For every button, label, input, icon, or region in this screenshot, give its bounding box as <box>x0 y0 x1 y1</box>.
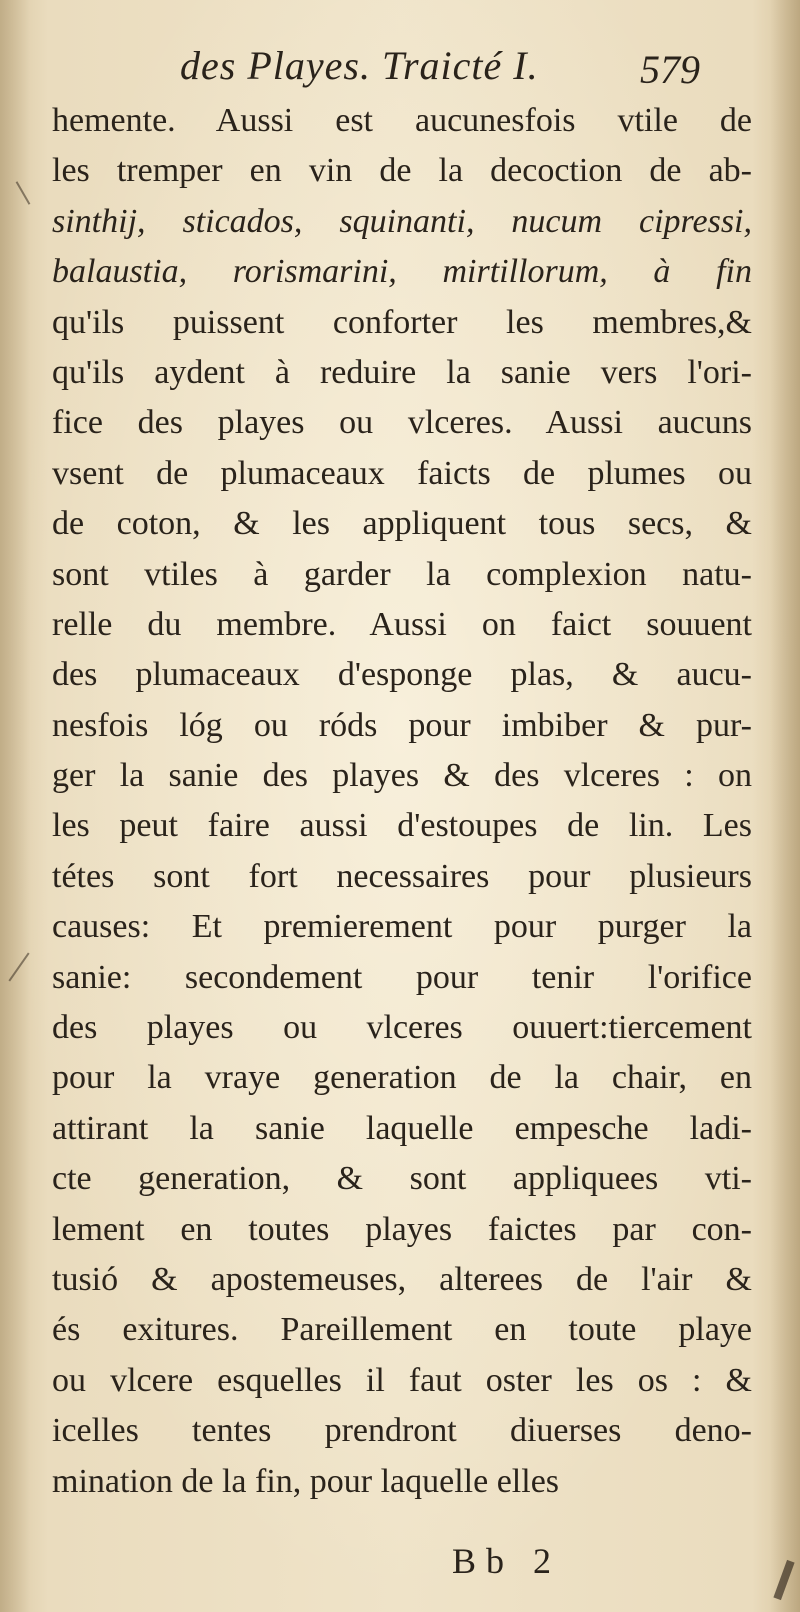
text-line: hemente. Aussi est aucunesfois vtile de <box>52 102 752 139</box>
text-line: fice des playes ou vlceres. Aussi aucuns <box>52 404 752 442</box>
text-line: relle du membre. Aussi on faict souuent <box>52 605 752 643</box>
text-line: vsent de plumaceaux faicts de plumes ou <box>52 454 752 492</box>
text-line: mination de la fin, pour laquelle elles <box>52 1462 560 1500</box>
text-line: icelles tentes prendront diuerses deno- <box>52 1412 752 1450</box>
text-line: des playes ou vlceres ouuert:tiercement <box>52 1009 752 1047</box>
text-line: tétes sont fort necessaires pour plusieurs <box>52 857 752 895</box>
text-line: sanie: secondement pour tenir l'orifice <box>52 958 752 996</box>
text-line: tusió & apostemeuses, alterees de l'air & <box>52 1260 752 1298</box>
text-line: és exitures. Pareillement en toute playe <box>52 1311 752 1349</box>
text-line: ger la sanie des playes & des vlceres : on <box>52 757 752 795</box>
text-line: lement en toutes playes faictes par con- <box>52 1210 752 1248</box>
signature-mark: Bb 2 <box>452 1541 562 1581</box>
right-edge-shadow <box>770 0 800 1612</box>
running-head: des Playes. Traicté I. <box>180 43 539 88</box>
text-line: qu'ils aydent à reduire la sanie vers l'ori- <box>52 353 752 391</box>
left-edge-shadow <box>0 0 30 1612</box>
text-line: les tremper en vin de la decoction de ab- <box>52 152 752 190</box>
text-line: cte generation, & sont appliquees vti- <box>52 1160 752 1198</box>
text-line: attirant la sanie laquelle empesche ladi- <box>52 1109 752 1147</box>
body-text <box>52 96 752 1507</box>
text-line: sinthij, sticados, squinanti, nucum cipressi, <box>52 202 752 240</box>
page-number: 579 <box>640 47 700 92</box>
text-line: ou vlcere esquelles il faut oster les os : & <box>52 1361 752 1399</box>
text-line: pour la vraye generation de la chair, en <box>52 1059 752 1097</box>
text-line: balaustia, rorismarini, mirtillorum, à fin <box>52 253 752 291</box>
text-line: les peut faire aussi d'estoupes de lin. Les <box>52 807 752 845</box>
text-line: de coton, & les appliquent tous secs, & <box>52 505 752 543</box>
text-line: causes: Et premierement pour purger la <box>52 908 752 946</box>
text-line: qu'ils puissent conforter les membres,& <box>52 303 752 341</box>
text-line: nesfois lóg ou róds pour imbiber & pur- <box>52 706 752 744</box>
text-line: sont vtiles à garder la complexion natu- <box>52 555 752 593</box>
text-line: des plumaceaux d'esponge plas, & aucu- <box>52 656 752 694</box>
